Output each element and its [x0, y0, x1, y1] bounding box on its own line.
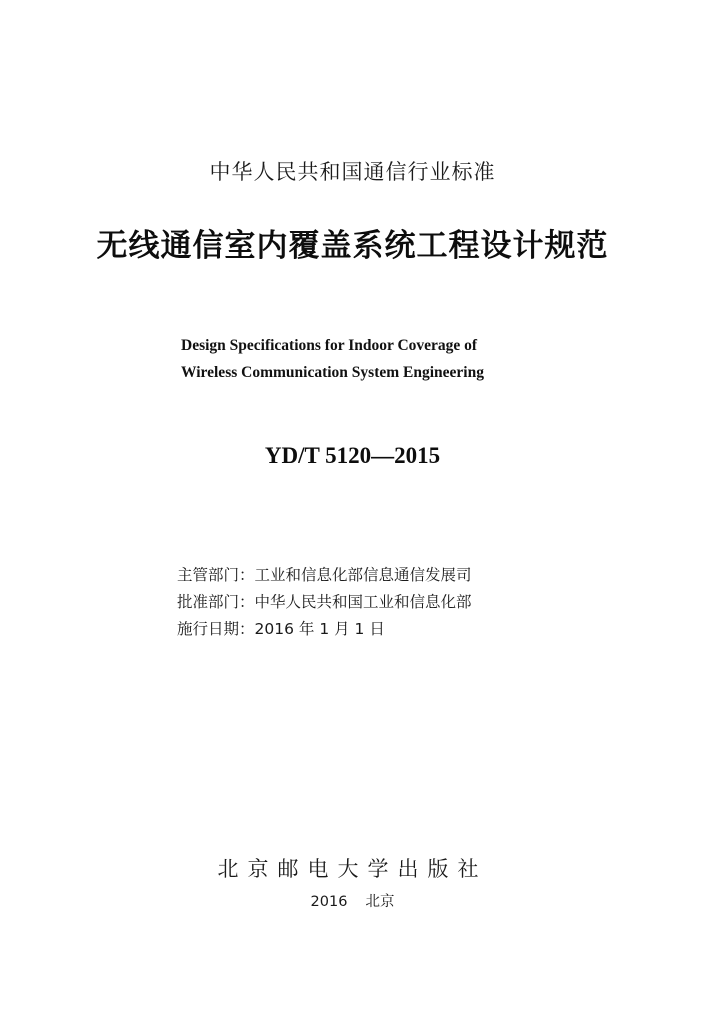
title-english-line-1: Design Specifications for Indoor Coverage of	[181, 337, 478, 354]
title-english	[181, 332, 541, 386]
title-english-line-2: Wireless Communication System Engineering	[181, 364, 484, 381]
standard-info	[177, 562, 577, 643]
publisher-name: 北京邮电大学出版社	[217, 857, 488, 881]
publication-year: 2016	[310, 894, 348, 910]
title-chinese: 无线通信室内覆盖系统工程设计规范	[96, 228, 609, 264]
managing-department-value: 工业和信息化部信息通信发展司	[254, 566, 472, 584]
effective-date-row	[177, 616, 577, 643]
standard-number: YD/T 5120—2015	[264, 443, 441, 468]
approving-department-label: 批准部门：	[177, 593, 255, 611]
effective-date-value: 2016 年 1 月 1 日	[254, 620, 385, 638]
approving-department-value: 中华人民共和国工业和信息化部	[254, 593, 472, 611]
managing-department-row	[177, 562, 577, 589]
managing-department-label: 主管部门：	[177, 566, 255, 584]
standard-category: 中华人民共和国通信行业标准	[209, 160, 496, 184]
publication-city: 北京	[365, 894, 395, 910]
publication-line	[0, 890, 705, 911]
approving-department-row	[177, 589, 577, 616]
effective-date-label: 施行日期：	[177, 620, 255, 638]
